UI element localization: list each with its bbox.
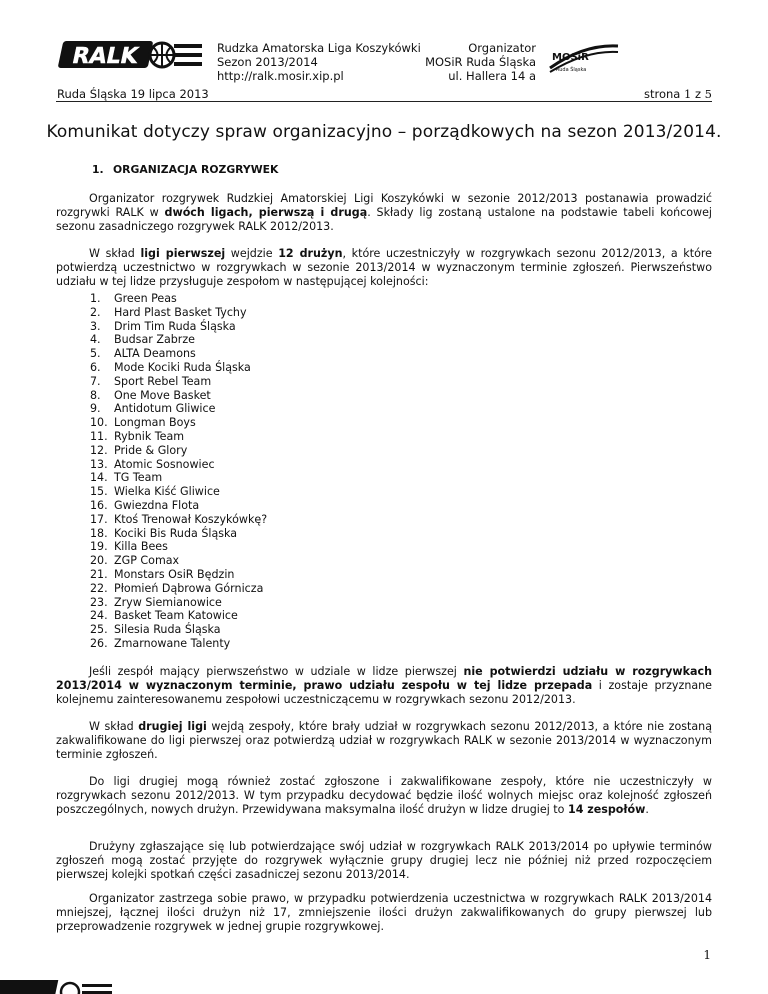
list-item: 10. Longman Boys <box>90 416 196 430</box>
place-date: Ruda Śląska 19 lipca 2013 <box>57 87 209 101</box>
list-item: 5. ALTA Deamons <box>90 347 196 361</box>
list-item: 11. Rybnik Team <box>90 429 185 443</box>
list-item: 23. Zryw Siemianowice <box>90 595 222 609</box>
list-item: 3. Drim Tim Ruda Śląska <box>90 319 236 333</box>
list-item: 16. Gwiezdna Flota <box>90 498 200 512</box>
section-number: 1. <box>92 163 104 176</box>
list-item: 19. Killa Bees <box>90 540 168 554</box>
league-info <box>217 41 421 83</box>
page-indicator: strona 1 z 5 <box>643 87 712 101</box>
list-item: 2. Hard Plast Basket Tychy <box>90 305 247 319</box>
organizer-name: MOSiR Ruda Śląska <box>425 55 536 69</box>
page-number: 1 <box>703 948 711 962</box>
section-title: ORGANIZACJA ROZGRYWEK <box>113 163 279 176</box>
svg-text:Ruda Śląska: Ruda Śląska <box>556 67 587 73</box>
list-item: 21. Monstars OsiR Będzin <box>90 567 235 581</box>
list-item: 24. Basket Team Katowice <box>90 609 238 623</box>
document-title: Komunikat dotyczy spraw organizacyjno – porządkowych na sezon 2013/2014. <box>46 122 722 142</box>
svg-text:MOSiR: MOSiR <box>552 52 589 63</box>
paragraph-6: Drużyny zgłaszające się lub potwierdzające swój udział w rozgrywkach RALK 2013/2014 po upływie terminów zgłoszeń mogą zostać przyjęte do rozgrywek wyłącznie grupy drugiej lecz nie później niż przed rozpoczęciem pierwszej kolejki spotkań części zasadniczej sezonu 2013/2014. <box>56 840 712 881</box>
paragraph-2: W skład ligi pierwszej wejdzie 12 drużyn, które uczestniczyły w rozgrywkach sezonu 2012/2013, a które potwierdzą uczestnictwo w rozgrywkach w sezonie 2013/2014 w wyznaczonym terminie zgłoszeń. Pierwszeństwo udziału w tej lidze przysługuje zespołom w następującej kolejności: <box>56 247 712 288</box>
list-item: 26. Zmarnowane Talenty <box>90 636 231 650</box>
list-item: 1. Green Peas <box>90 292 177 305</box>
paragraph-4: W skład drugiej ligi wejdą zespoły, które brały udział w rozgrywkach sezonu 2012/2013, a które nie zostaną zakwalifikowane do ligi pierwszej oraz potwierdzą udział w rozgrywkach RALK w sezonie 2013/2014 w wyznaczonym terminie zgłoszeń. <box>56 720 712 761</box>
header-divider <box>56 101 712 102</box>
list-item: 6. Mode Kociki Ruda Śląska <box>90 360 251 374</box>
team-priority-list <box>90 292 267 651</box>
list-item: 18. Kociki Bis Ruda Śląska <box>90 526 238 540</box>
paragraph-3: Jeśli zespół mający pierwszeństwo w udziale w lidze pierwszej nie potwierdzi udziału w rozgrywkach 2013/2014 w wyznaczonym terminie, prawo udziału zespołu w tej lidze przepada i zostaje przyznane kolejnemu zainteresowanemu zespołowi uczestniczącemu w rozgrywkach sezonu 2012/2013. <box>56 665 713 706</box>
list-item: 22. Płomień Dąbrowa Górnicza <box>90 581 264 595</box>
list-item: 8. One Move Basket <box>90 388 211 402</box>
league-url: http://ralk.mosir.xip.pl <box>217 69 344 83</box>
list-item: 15. Wielka Kiść Gliwice <box>90 485 220 499</box>
paragraph-5: Do ligi drugiej mogą również zostać zgłoszone i zakwalifikowane zespoły, które nie uczestniczyły w rozgrywkach sezonu 2012/2013. W tym przypadku decydować będzie ilość wolnych miejsc oraz kolejność zgłoszeń poszczególnych, nowych drużyn. Przewidywana maksymalna ilość drużyn w lidze drugiej to 14 zespołów. <box>56 775 712 816</box>
section-heading <box>92 163 278 177</box>
list-item: 9. Antidotum Gliwice <box>90 402 216 416</box>
league-name: Rudzka Amatorska Liga Koszykówki <box>217 41 421 55</box>
paragraph-1: Organizator rozgrywek Rudzkiej Amatorskiej Ligi Koszykówki w sezonie 2012/2013 postanawia prowadzić rozgrywki RALK w dwóch ligach, pierwszą i drugą. Składy lig zostaną ustalone na podstawie tabeli końcowej sezonu zasadniczego rozgrywek RALK 2012/2013. <box>56 192 713 233</box>
organizer-address: ul. Hallera 14 a <box>448 69 536 83</box>
list-item: 14. TG Team <box>90 471 163 485</box>
footer-logo-fragment <box>0 972 120 994</box>
organizer-label: Organizator <box>468 41 536 55</box>
list-item: 7. Sport Rebel Team <box>90 374 212 388</box>
mosir-logo <box>548 40 620 74</box>
list-item: 20. ZGP Comax <box>90 554 180 568</box>
list-item: 17. Ktoś Trenował Koszykówkę? <box>90 512 268 526</box>
list-item: 12. Pride & Glory <box>90 443 188 457</box>
list-item: 4. Budsar Zabrze <box>90 333 195 347</box>
svg-text:RALK: RALK <box>69 43 141 69</box>
paragraph-7: Organizator zastrzega sobie prawo, w przypadku potwierdzenia uczestnictwa w rozgrywkach RALK 2013/2014 mniejszej, łącznej ilości drużyn niż 17, zmniejszenie ilości drużyn zakwalifikowanych do grupy pierwszej lub przeprowadzenie rozgrywek w jednej grupie rozgrywkowej. <box>56 892 712 933</box>
list-item: 25. Silesia Ruda Śląska <box>90 623 221 637</box>
ralk-logo <box>56 38 206 72</box>
organizer-info <box>425 41 536 83</box>
season: Sezon 2013/2014 <box>217 55 318 69</box>
list-item: 13. Atomic Sosnowiec <box>90 457 215 471</box>
